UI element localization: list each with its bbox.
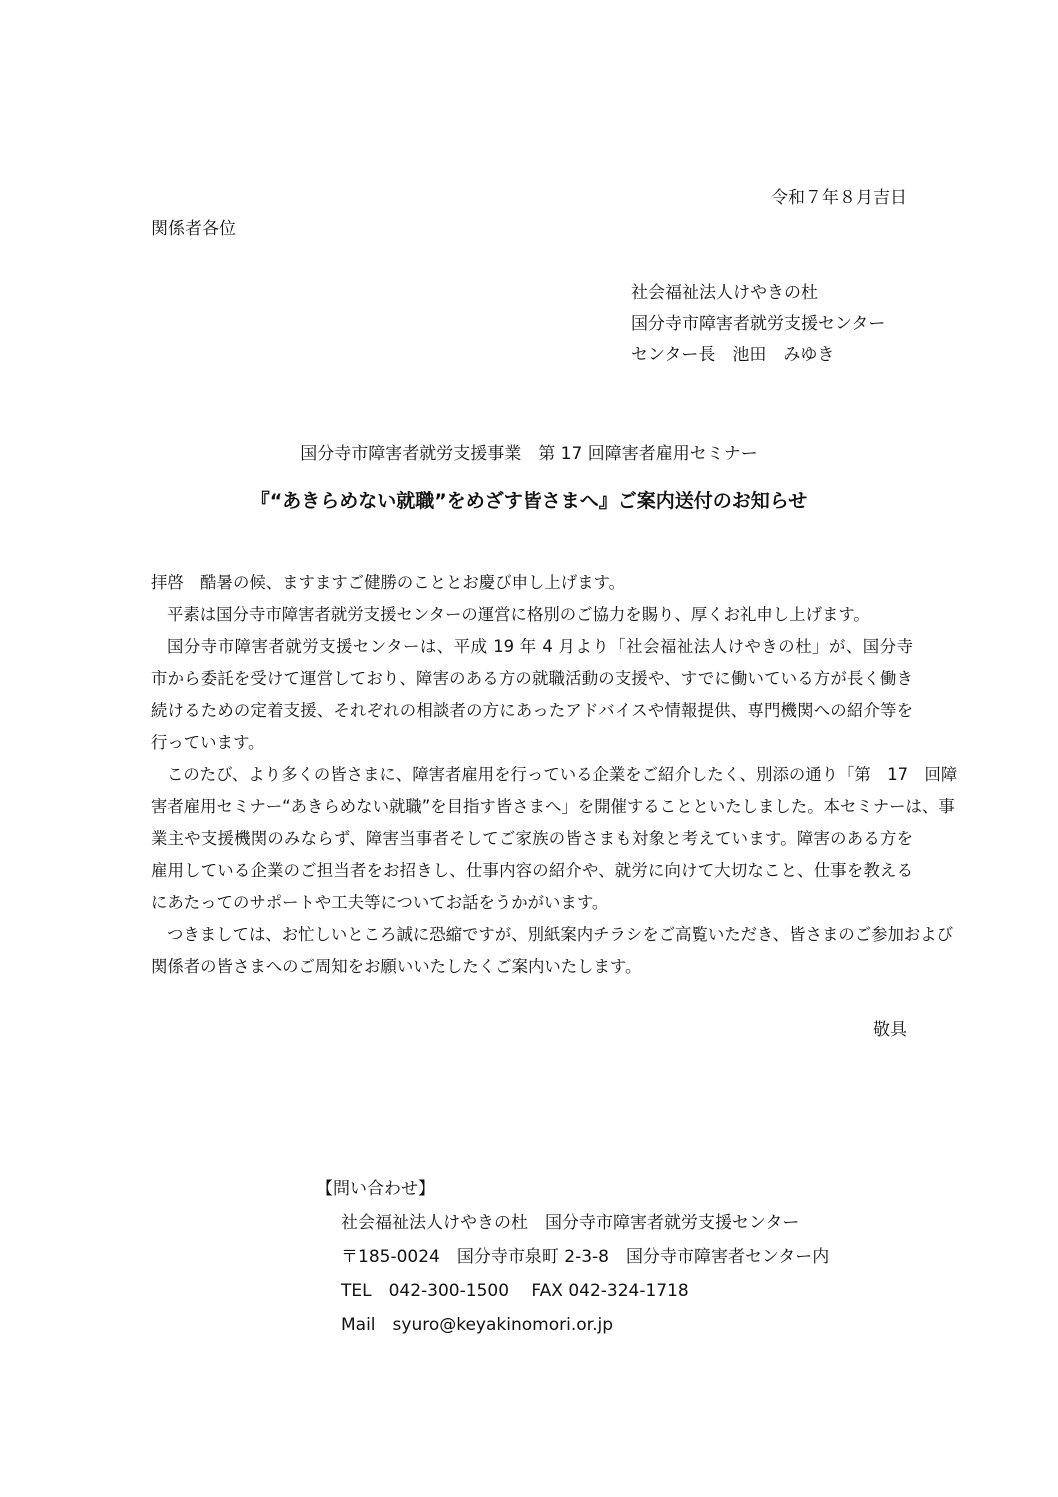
sender-director: センター長 池田 みゆき xyxy=(631,345,835,365)
recipient-line: 関係者各位 xyxy=(151,219,236,239)
body-line: にあたってのサポートや工夫等についてお話をうかがいます。 xyxy=(151,893,609,912)
body-line: 市から委託を受けて運営しており、障害のある方の就職活動の支援や、すでに働いている方が長く働き xyxy=(151,669,913,688)
body-line: 業主や支援機関のみならず、障害当事者そしてご家族の皆さまも対象と考えています。障害のある方を xyxy=(151,829,913,848)
body-line: 雇用している企業のご担当者をお招きし、仕事内容の紹介や、就労に向けて大切なこと、仕事を教える xyxy=(151,861,913,880)
closing-word: 敬具 xyxy=(873,1020,907,1040)
contact-block xyxy=(316,1172,829,1342)
body-line: 国分寺市障害者就労支援センターは、平成 19 年 4 月より「社会福祉法人けやきの杜」が、国分寺 xyxy=(167,637,913,656)
body-line: 続けるための定着支援、それぞれの相談者の方にあったアドバイスや情報提供、専門機関への紹介等を xyxy=(151,701,913,720)
document-title: 『“あきらめない就職”をめざす皆さまへ』ご案内送付のお知らせ xyxy=(250,490,808,512)
body-line: このたび、より多くの皆さまに、障害者雇用を行っている企業をご紹介したく、別添の通り「第 17 回障 xyxy=(167,765,958,784)
sender-organization: 社会福祉法人けやきの杜 xyxy=(631,283,818,303)
letter-body xyxy=(151,567,958,983)
document-subtitle: 国分寺市障害者就労支援事業 第 17 回障害者雇用セミナー xyxy=(300,444,758,464)
body-line: 行っています。 xyxy=(151,733,265,752)
sender-block xyxy=(631,278,885,371)
contact-address: 〒185-0024 国分寺市泉町 2-3-8 国分寺市障害者センター内 xyxy=(341,1247,830,1267)
contact-phone-fax: TEL 042-300-1500 FAX 042-324-1718 xyxy=(341,1281,689,1301)
body-line: 拝啓 酷暑の候、ますますご健勝のこととお慶び申し上げます。 xyxy=(151,573,626,592)
contact-heading: 【問い合わせ】 xyxy=(316,1179,435,1199)
contact-mail: Mail syuro@keyakinomori.or.jp xyxy=(341,1315,613,1335)
body-line: つきましては、お忙しいところ誠に恐縮ですが、別紙案内チラシをご高覧いただき、皆さまのご参加および xyxy=(167,925,954,944)
sender-center: 国分寺市障害者就労支援センター xyxy=(631,314,886,334)
body-line: 害者雇用セミナー“あきらめない就職”を目指す皆さまへ」を開催することといたしました。本セミナーは、事 xyxy=(151,797,955,816)
contact-organization: 社会福祉法人けやきの杜 国分寺市障害者就労支援センター xyxy=(341,1213,800,1233)
body-line: 平素は国分寺市障害者就労支援センターの運営に格別のご協力を賜り、厚くお礼申し上げます。 xyxy=(167,605,870,624)
document-date: 令和７年８月吉日 xyxy=(771,188,907,208)
body-line: 関係者の皆さまへのご周知をお願いいたしたくご案内いたします。 xyxy=(151,957,642,976)
